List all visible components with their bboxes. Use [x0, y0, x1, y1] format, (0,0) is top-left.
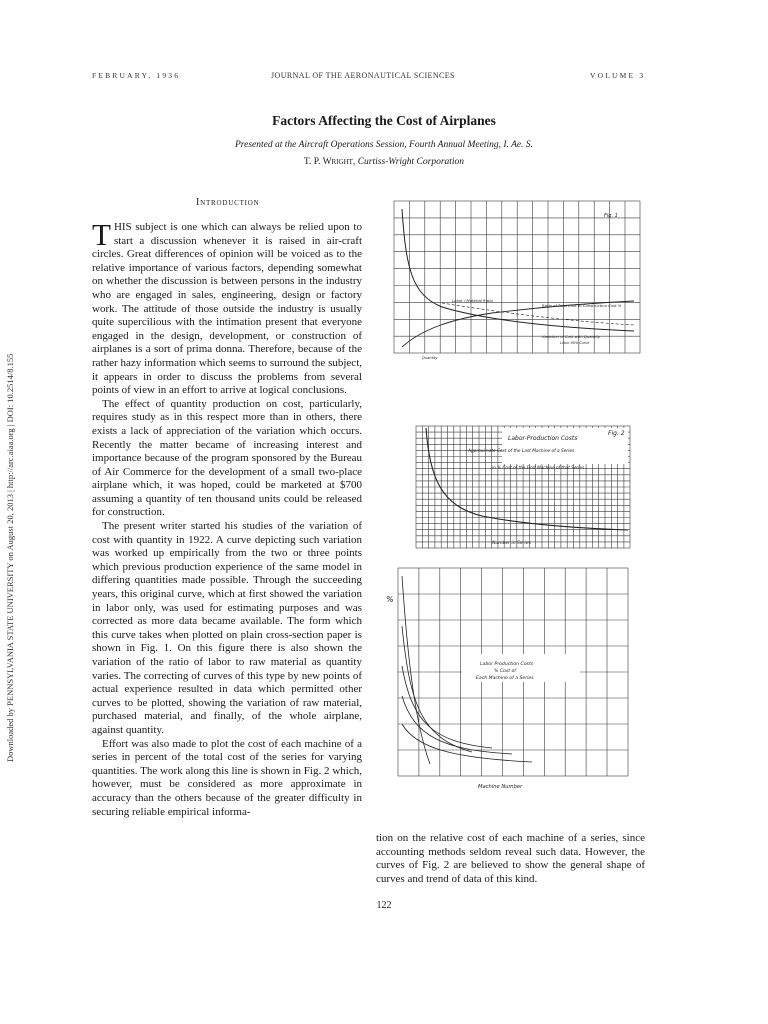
article-title: Factors Affecting the Cost of Airplanes	[272, 113, 496, 128]
figure-2-title: Labor-Production Costs	[508, 435, 578, 442]
author-line	[0, 157, 768, 167]
figure-3	[382, 566, 632, 794]
figure-3-xlabel: Machine Number	[478, 784, 523, 790]
figure-3-ylabel: %	[386, 595, 394, 604]
figure-1-legend-ratio: Ratio of Total Cost to Construction Cost %	[542, 303, 622, 308]
figure-1	[382, 199, 644, 371]
figure-2-xlabel: Number in Series	[492, 541, 531, 546]
figure-3-caption-3: Each Machine of a Series	[476, 676, 534, 681]
figure-1-labor-curve	[402, 209, 634, 331]
paragraph-3: The present writer started his studies of the variation of cost with quantity in 1922. A curve depicting such variation was worked up empirically from the two or three points which previous production experience of the same model in differing quantities made possible. Through the succeeding years, this original curve, which at first showed the variation in labor only, was used for estimating purposes and was corrected as more data became available. The form which this curve takes when plotted on plain cross-section paper is shown in Fig. 1. On this figure there is also shown the variation of the ratio of labor to raw material as quantity varies. The correcting of curves of this type by new points of actual experience resulted in data which permitted other curves to be plotted, showing the variation of raw material, purchased material, and finally, of the whole airplane, against quantity.	[92, 520, 362, 736]
presentation-note: Presented at the Aircraft Operations Session, Fourth Annual Meeting, I. Ae. S.	[235, 140, 533, 150]
figure-1-grid	[394, 201, 640, 353]
running-header-date: FEBRUARY, 1936	[92, 71, 181, 80]
page-number: 122	[376, 900, 392, 911]
left-column	[92, 217, 362, 819]
running-header-volume: VOLUME 3	[590, 71, 646, 80]
figure-2-label: Fig. 2	[608, 430, 625, 437]
download-side-note-text: Downloaded by PENNSYLVANIA STATE UNIVERSITY on August 20, 2013 | http://arc.aiaa.org | DOI: 10.2514/8.155	[5, 353, 15, 762]
running-header-journal: JOURNAL OF THE AERONAUTICAL SCIENCES	[271, 71, 455, 80]
figure-1-legend-sub: Labor 80% Curve	[560, 341, 590, 345]
figure-1-axis-note: Quantity	[422, 356, 438, 360]
download-side-note	[0, 262, 20, 762]
paragraph-1-text: HIS subject is one which can always be relied upon to start a discussion whenever it is raised in air-craft circles. Great differences of opinion will be voiced as to the relative importance of various factors, depending somewhat on whether the discussion is between persons in the industry who are engaged in sales, engineering, design or factory work. The attitude of those outside the industry is usually quite supercilious with the intimation present that everyone engaged in the design, development, or construction of airplanes is a sort of prima donna. Therefore, because of the rather hazy information which seems to surround the subject, it appears in order to discuss the problems from several points of view in an effort to arrive at logical conclusions.	[92, 221, 362, 397]
figure-3-caption-2: % Cost of	[494, 669, 516, 674]
paragraph-5: tion on the relative cost of each machine of a series, since accounting methods seldom reveal such data. However, the curves of Fig. 2 are believed to show the general shape of curves and trend of data of this kind.	[376, 832, 645, 885]
drop-cap: T	[92, 217, 111, 252]
figure-3-caption-1: Labor Production Costs	[480, 662, 534, 667]
figure-2-subtitle: Approximate Cost of the Last Machine of a Series	[468, 449, 575, 454]
figure-2	[382, 420, 632, 552]
figure-3-curve-2	[402, 626, 472, 752]
figure-3-curve-1	[402, 576, 430, 764]
paragraph-2: The effect of quantity production on cost, particularly, requires study as in this respect more than in others, there exists a lack of appreciation of the variation which occurs. Recently the matter became of increasing interest and importance because of the program sponsored by the Bureau of Air Commerce for the development of a small two-place airplane which, it was hoped, could be marketed at $700 assuming a quantity of ten thousand units could be released for construction.	[92, 397, 362, 519]
figure-1-legend-labor: Labor / Material Ratio	[452, 298, 493, 303]
author-name: T. P. Wright,	[303, 157, 356, 167]
figure-2-note: in % Cost of the First Machine of that Series	[492, 465, 585, 470]
right-column	[376, 832, 645, 886]
figure-1-label: Fig. 1	[604, 213, 618, 219]
figure-3-curve-5	[402, 724, 532, 762]
figure-1-legend-variation: Variation of Cost with Quantity	[542, 334, 601, 339]
author-affiliation: Curtiss-Wright Corporation	[357, 157, 465, 167]
paragraph-4: Effort was also made to plot the cost of each machine of a series in percent of the total cost of the series for varying quantities. The work along this line is shown in Fig. 2 which, however, must be considered as more approximate in accuracy than the others because of the greater difficulty in securing reliable empirical informa-	[92, 737, 362, 818]
section-heading: Introduction	[196, 197, 260, 208]
figure-3-curve-4	[402, 696, 512, 754]
paragraph-1	[92, 217, 362, 398]
